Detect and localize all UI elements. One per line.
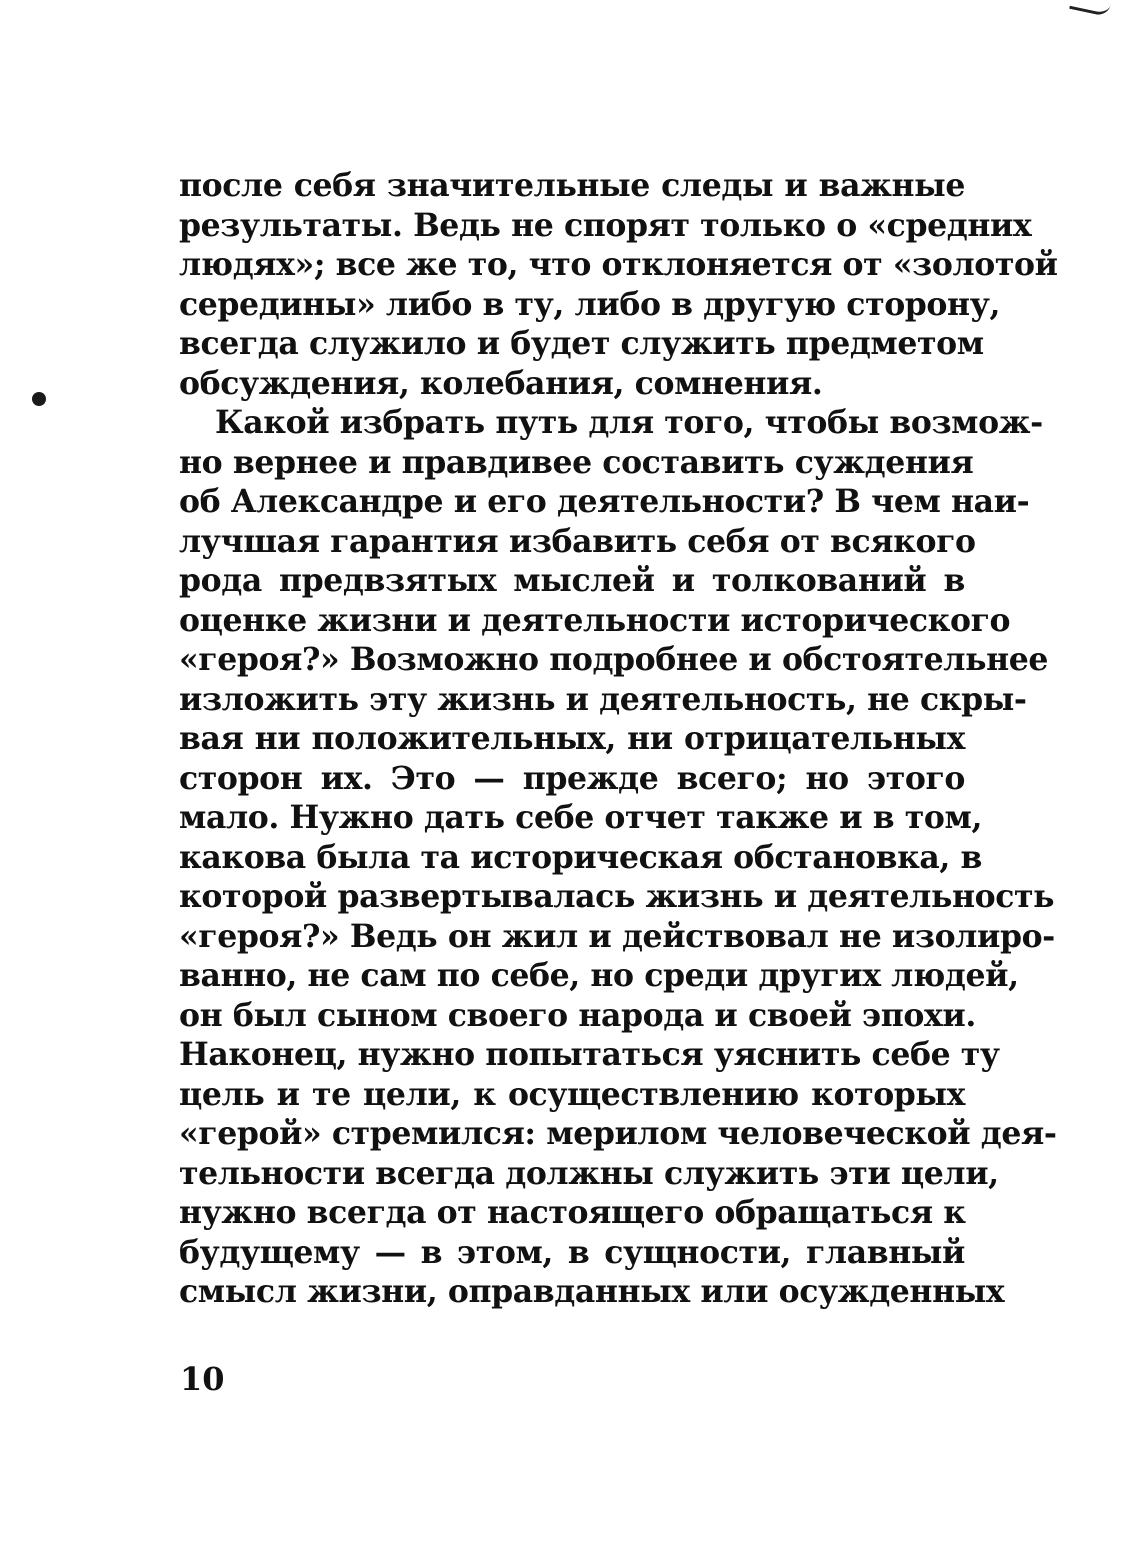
- text-line: смысл жизни, оправданных или осужденных: [179, 1273, 1005, 1310]
- text-line: после себя значительные следы и важные: [179, 167, 965, 204]
- text-line: обсуждения, колебания, сомнения.: [179, 364, 823, 402]
- body-text: [179, 166, 1058, 1312]
- text-line: рода предвзятых мыслей и толкований в: [179, 562, 965, 599]
- text-line: которой развертывалась жизнь и деятельность: [179, 878, 1055, 915]
- text-line: сторон их. Это — прежде всего; но этого: [179, 759, 965, 797]
- text-line: всегда служило и будет служить предметом: [179, 325, 984, 362]
- paragraph-1: [179, 166, 1058, 403]
- page-number: 10: [180, 1360, 225, 1398]
- text-line: Какой избрать путь для того, чтобы возмож-: [215, 404, 1043, 441]
- margin-ink-dot: [32, 392, 46, 406]
- text-line: «герой» стремился: мерилом человеческой дея-: [179, 1115, 1057, 1152]
- text-line: результаты. Ведь не спорят только о «средних: [179, 206, 1032, 244]
- text-line: ванно, не сам по себе, но среди других людей,: [179, 957, 1019, 994]
- text-line: будущему — в этом, в сущности, главный: [179, 1233, 965, 1271]
- text-line: какова была та историческая обстановка, в: [179, 838, 983, 876]
- text-line: «героя?» Возможно подробнее и обстоятельнее: [179, 641, 1049, 678]
- text-line: мало. Нужно дать себе отчет также и в том,: [179, 799, 983, 836]
- text-line: середины» либо в ту, либо в другую сторону,: [179, 285, 1001, 323]
- text-line: людях»; все же то, что отклоняется от «золотой: [179, 246, 1058, 283]
- text-line: нужно всегда от настоящего обращаться к: [179, 1194, 966, 1231]
- ink-mark: [1069, 0, 1111, 17]
- text-line: он был сыном своего народа и своей эпохи.: [179, 996, 976, 1034]
- text-line: лучшая гарантия избавить себя от всякого: [179, 522, 976, 560]
- text-line: оценке жизни и деятельности исторического: [179, 601, 1011, 639]
- text-line: «героя?» Ведь он жил и действовал не изолиро-: [179, 917, 1055, 955]
- paragraph-2: [179, 403, 1057, 1312]
- text-line: об Александре и его деятельности? В чем наи-: [179, 483, 1030, 520]
- text-line: изложить эту жизнь и деятельность, не скры-: [179, 680, 1027, 718]
- text-line: тельности всегда должны служить эти цели,: [179, 1154, 999, 1192]
- text-line: Наконец, нужно попытаться уяснить себе ту: [179, 1036, 1000, 1073]
- text-line: цель и те цели, к осуществлению которых: [179, 1075, 965, 1113]
- text-line: вая ни положительных, ни отрицательных: [179, 720, 965, 757]
- text-line: но вернее и правдивее составить суждения: [179, 443, 974, 481]
